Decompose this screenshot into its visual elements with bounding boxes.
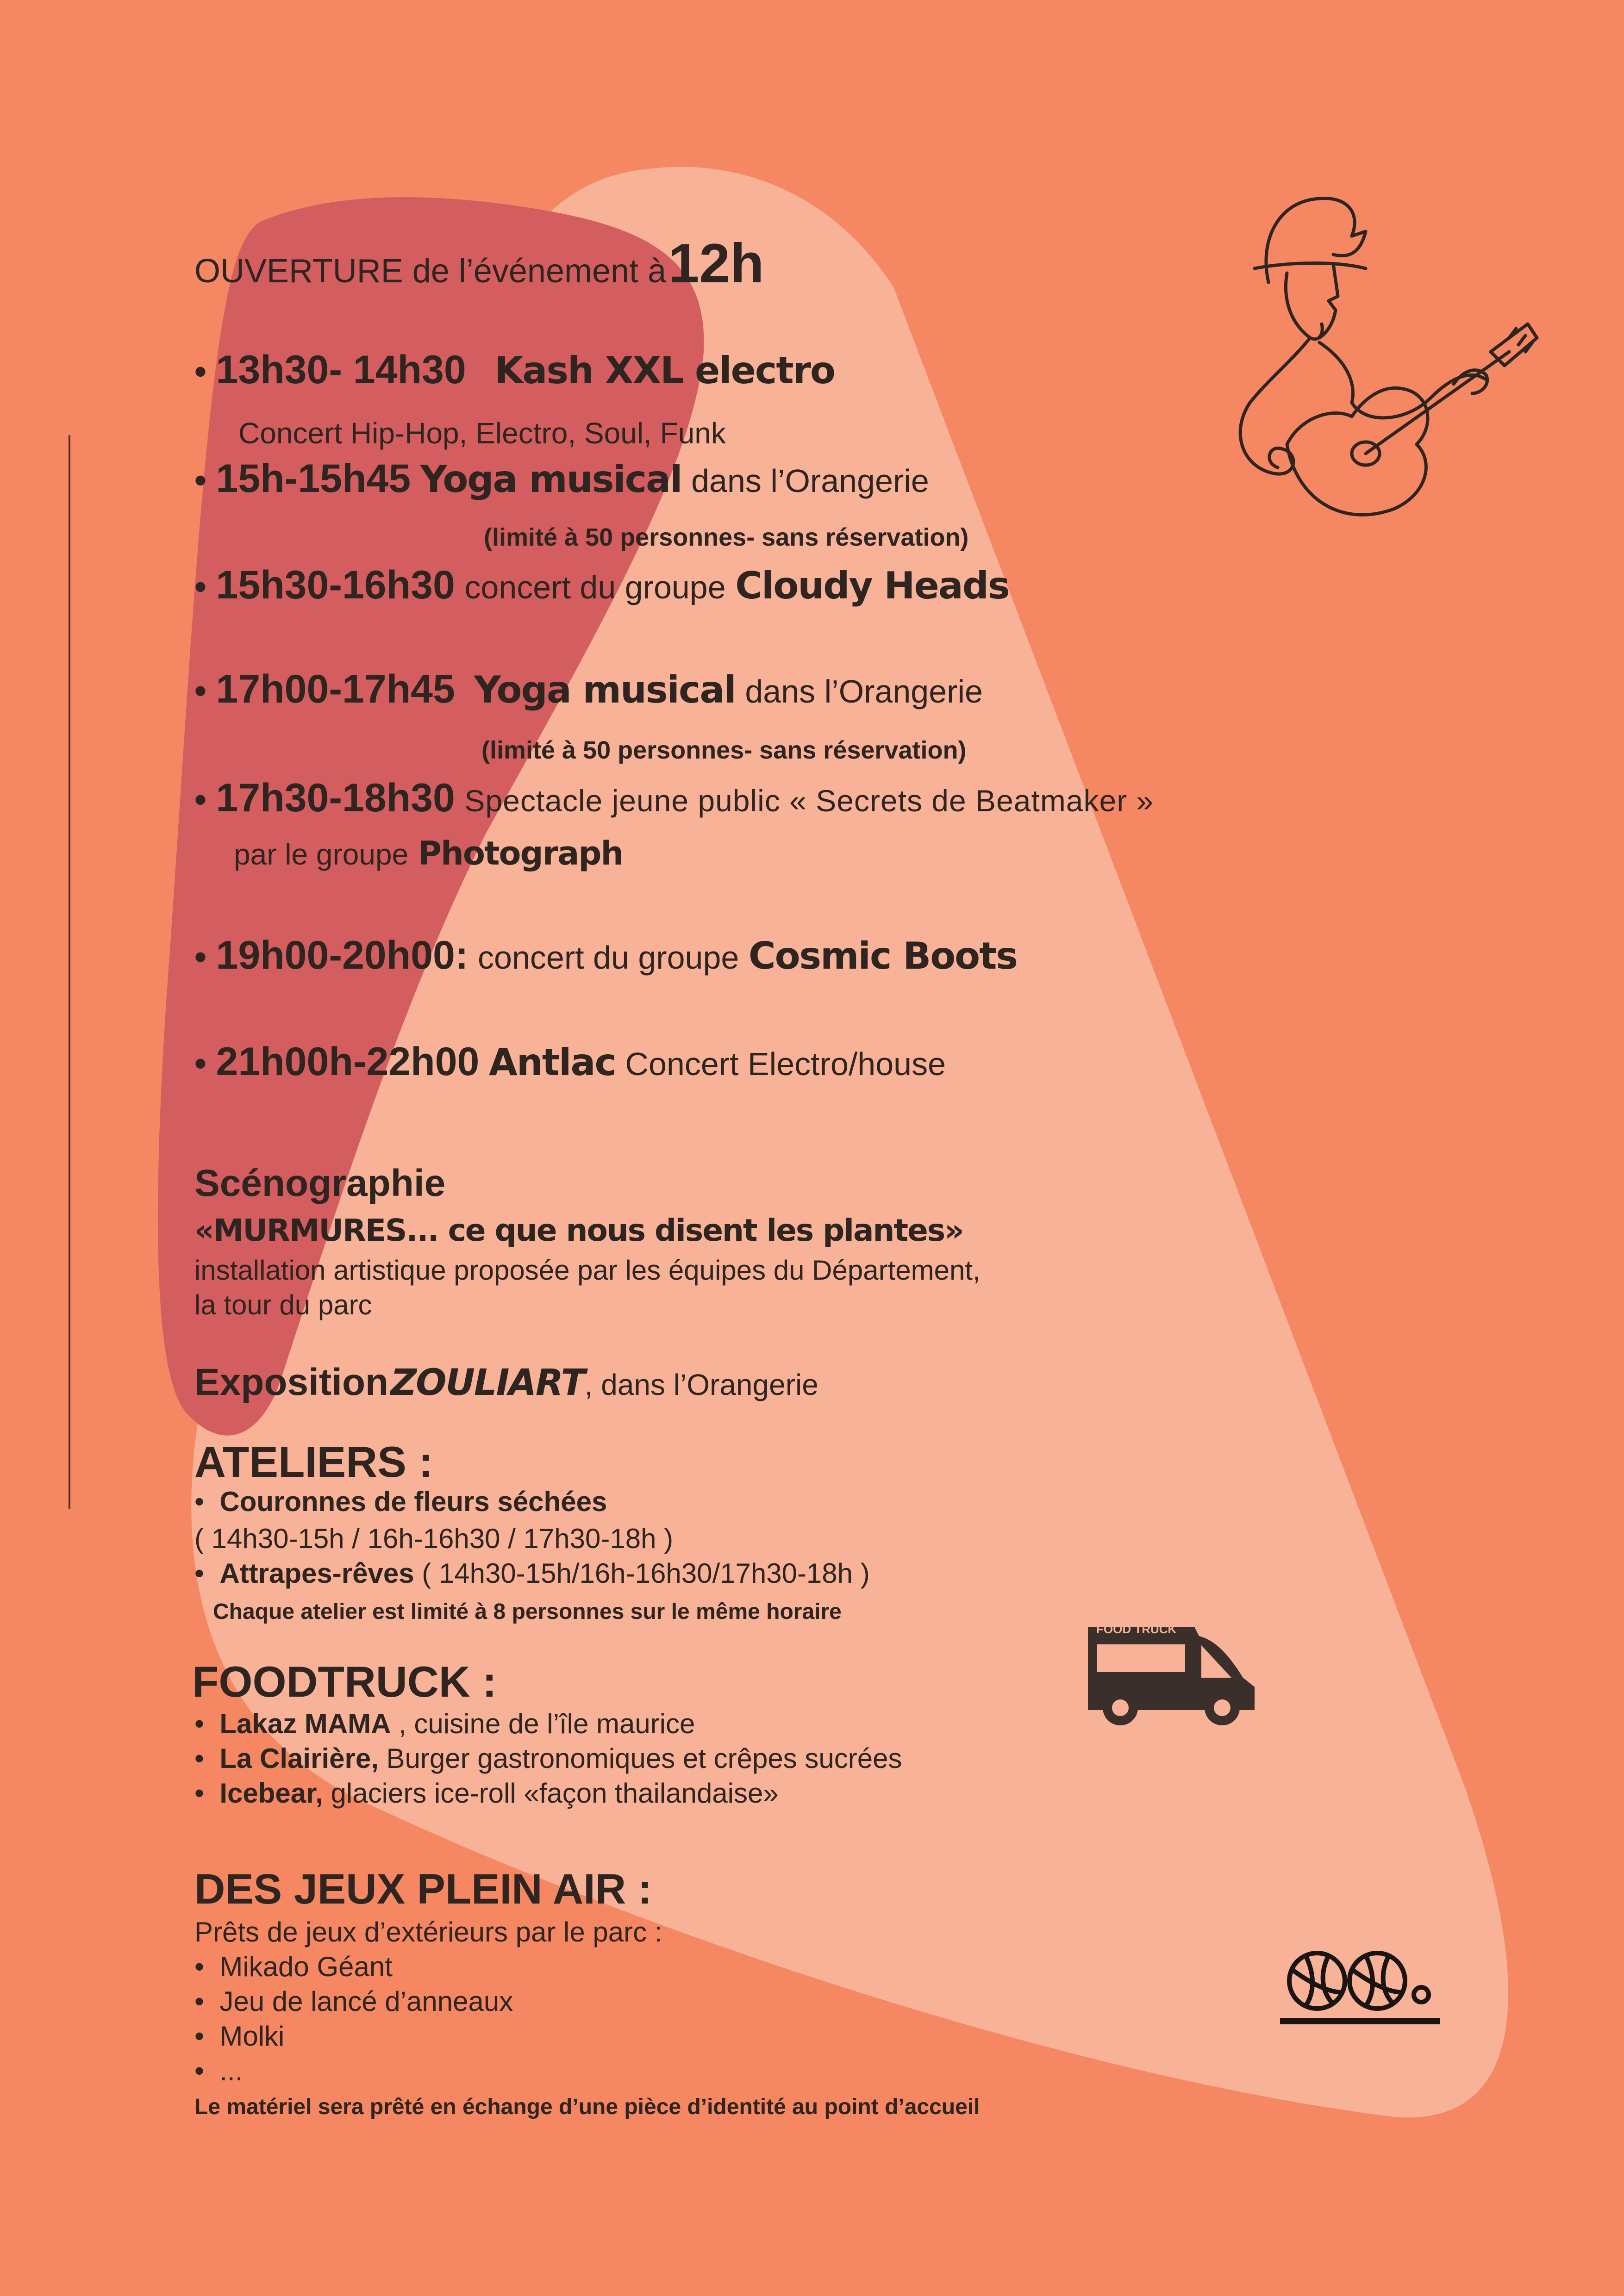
foodtruck-desc: glaciers ice-roll «façon thailandaise» — [323, 1778, 779, 1809]
foodtruck-desc: Burger gastronomiques et crêpes sucrées — [378, 1743, 902, 1774]
jeux-item-3: • Molki — [194, 2021, 285, 2052]
food-truck-label: FOOD TRUCK — [1096, 1622, 1177, 1636]
foodtruck-heading: FOODTRUCK : — [192, 1657, 497, 1706]
schedule-time: 21h00h-22h00 — [216, 1039, 480, 1084]
scenographie-line1: installation artistique proposée par les équipes du Département, — [194, 1255, 981, 1286]
schedule-time: 15h30-16h30 — [216, 563, 455, 607]
schedule-item-6: • 19h00-20h00: concert du groupe Cosmic Boots — [194, 933, 1017, 977]
schedule-desc: concert du groupe — [464, 569, 726, 605]
schedule-time: 19h00-20h00: — [216, 933, 468, 977]
schedule-act: Kash XXL electro — [494, 349, 835, 392]
schedule-act: Cosmic Boots — [748, 934, 1017, 977]
opening-time: 12h — [668, 232, 764, 294]
jeux-item-2: • Jeu de lancé d’anneaux — [194, 1986, 513, 2017]
exposition-rest: , dans l’Orangerie — [584, 1368, 818, 1401]
exposition-line — [194, 1361, 818, 1404]
opening-line — [194, 231, 764, 295]
schedule-item-5-line2: par le groupe Photograph — [234, 834, 623, 872]
schedule-item-4: • 17h00-17h45 Yoga musical dans l’Orangerie — [194, 667, 983, 711]
foodtruck-name: Icebear, — [219, 1778, 323, 1809]
schedule-act: Antlac — [488, 1041, 616, 1084]
foodtruck-desc: , cuisine de l’île maurice — [391, 1708, 695, 1739]
food-truck-icon — [1083, 1618, 1259, 1729]
petanque-balls-icon — [1278, 1941, 1444, 2034]
schedule-note-1: (limité à 50 personnes- sans réservation) — [484, 523, 969, 551]
jeux-heading: DES JEUX PLEIN AIR : — [194, 1866, 652, 1913]
scenographie-heading: Scénographie — [194, 1162, 446, 1204]
jeux-item-1: • Mikado Géant — [194, 1951, 393, 1982]
schedule-desc: dans l’Orangerie — [691, 463, 929, 499]
schedule-item-1: • 13h30- 14h30 Kash XXL electro — [194, 348, 835, 392]
jeux-intro: Prêts de jeux d’extérieurs par le parc : — [194, 1916, 662, 1948]
ateliers-heading: ATELIERS : — [194, 1437, 433, 1486]
exposition-label: Exposition — [194, 1361, 389, 1403]
schedule-item-2: • 15h-15h45 Yoga musical dans l’Orangerie — [194, 456, 929, 501]
scenographie-title: «MURMURES... ce que nous disent les plantes» — [194, 1213, 963, 1248]
schedule-desc: Spectacle jeune public « Secrets de Beatmaker » — [464, 784, 1154, 818]
scenographie-line2: la tour du parc — [194, 1289, 372, 1320]
schedule-desc: dans l’Orangerie — [745, 673, 983, 709]
ateliers-note: Chaque atelier est limité à 8 personnes sur le même horaire — [213, 1599, 842, 1624]
schedule-act: Photograph — [418, 834, 623, 872]
schedule-item-3: • 15h30-16h30 concert du groupe Cloudy Heads — [194, 563, 1009, 607]
atelier-name: Attrapes-rêves — [219, 1558, 414, 1589]
foodtruck-item-3: • Icebear, glaciers ice-roll «façon thailandaise» — [194, 1778, 779, 1809]
schedule-act: Yoga musical — [474, 668, 736, 711]
jeux-note: Le matériel sera prêté en échange d’une pièce d’identité au point d’accueil — [194, 2095, 980, 2119]
schedule-desc-1: Concert Hip-Hop, Electro, Soul, Funk — [238, 417, 726, 450]
foodtruck-item-2: • La Clairière, Burger gastronomiques et crêpes sucrées — [194, 1743, 902, 1774]
schedule-act: Cloudy Heads — [735, 564, 1009, 607]
foodtruck-item-1: • Lakaz MAMA , cuisine de l’île maurice — [194, 1708, 695, 1739]
schedule-desc: Concert Electro/house — [625, 1046, 946, 1082]
foodtruck-name: Lakaz MAMA — [219, 1708, 391, 1739]
jeux-item-4: • ... — [194, 2055, 243, 2086]
atelier-item-2: • Attrapes-rêves ( 14h30-15h/16h-16h30/17h30-18h ) — [194, 1558, 870, 1589]
guitarist-icon — [1213, 185, 1546, 555]
schedule-item-5: • 17h30-18h30 Spectacle jeune public « Secrets de Beatmaker » — [194, 776, 1154, 820]
schedule-time: 17h00-17h45 — [216, 667, 455, 711]
schedule-item-7: • 21h00h-22h00 Antlac Concert Electro/house — [194, 1039, 946, 1084]
schedule-act: Yoga musical — [420, 458, 682, 501]
schedule-desc: concert du groupe — [478, 940, 739, 976]
schedule-note-2: (limité à 50 personnes- sans réservation) — [481, 736, 967, 764]
schedule-time: 17h30-18h30 — [216, 776, 455, 820]
foodtruck-name: La Clairière, — [219, 1743, 379, 1774]
schedule-time: 13h30- 14h30 — [216, 348, 466, 392]
opening-label: OUVERTURE de l’événement à — [194, 253, 667, 290]
atelier-times-1: ( 14h30-15h / 16h-16h30 / 17h30-18h ) — [194, 1523, 674, 1554]
exposition-name: ZOULIART — [390, 1362, 585, 1404]
atelier-times: ( 14h30-15h/16h-16h30/17h30-18h ) — [422, 1558, 870, 1589]
atelier-item-1: • Couronnes de fleurs séchées — [194, 1486, 607, 1517]
atelier-name: Couronnes de fleurs séchées — [219, 1486, 607, 1517]
schedule-time: 15h-15h45 — [216, 456, 411, 501]
